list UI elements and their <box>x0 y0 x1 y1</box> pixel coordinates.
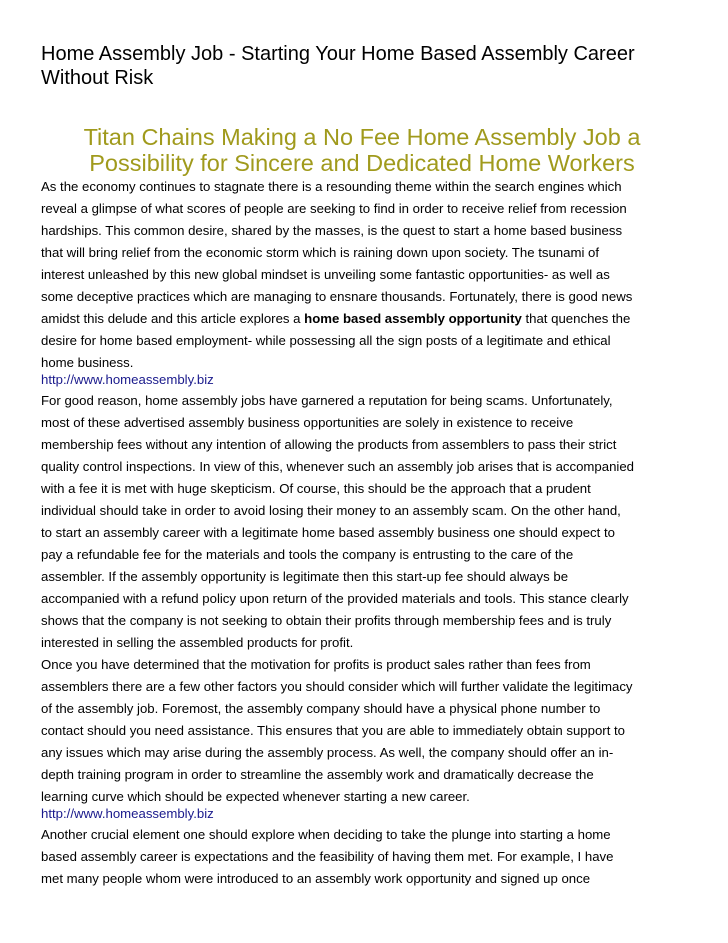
text-line: Once you have determined that the motivation for profits is product sales rather than fees from <box>41 657 591 672</box>
text-line: to start an assembly career with a legitimate home based assembly business one should expect to <box>41 525 615 540</box>
text-line: interest unleashed by this new global mindset is unveiling some fantastic opportunities- as well as <box>41 267 610 282</box>
text-line: For good reason, home assembly jobs have garnered a reputation for being scams. Unfortunately, <box>41 393 613 408</box>
website-link-2[interactable]: http://www.homeassembly.biz <box>41 806 214 821</box>
text-line: of the assembly job. Foremost, the assembly company should have a physical phone number to <box>41 701 601 716</box>
text-line: some deceptive practices which are managing to ensnare thousands. Fortunately, there is good news <box>41 289 633 304</box>
text-line-with-bold <box>41 308 691 330</box>
article-subtitle-line-1: Titan Chains Making a No Fee Home Assembly Job a <box>83 124 641 150</box>
document-title-line-1: Home Assembly Job - Starting Your Home Based Assembly Career <box>41 43 635 65</box>
bold-keyword: home based assembly opportunity <box>304 311 522 326</box>
text-line: Another crucial element one should explore when deciding to take the plunge into starting a home <box>41 827 611 842</box>
text-segment: amidst this delude and this article explores a <box>41 311 305 326</box>
paragraph-1 <box>41 176 691 374</box>
text-line: assembler. If the assembly opportunity is legitimate then this start-up fee should always be <box>41 569 569 584</box>
text-line: individual should take in order to avoid losing their money to an assembly scam. On the other hand, <box>41 503 621 518</box>
text-line: any issues which may arise during the assembly process. As well, the company should offer an in- <box>41 745 614 760</box>
article-subtitle-line-2: Possibility for Sincere and Dedicated Home Workers <box>89 150 635 176</box>
text-line: depth training program in order to streamline the assembly work and dramatically decrease the <box>41 767 594 782</box>
text-line: desire for home based employment- while possessing all the sign posts of a legitimate and ethical <box>41 333 611 348</box>
text-line: contact should you need assistance. This ensures that you are able to immediately obtain support to <box>41 723 626 738</box>
text-line: that will bring relief from the economic storm which is raining down upon society. The tsunami of <box>41 245 600 260</box>
text-line: learning curve which should be expected whenever starting a new career. <box>41 789 470 804</box>
text-line: with a fee it is met with huge skepticism. Of course, this should be the approach that a prudent <box>41 481 591 496</box>
text-line: hardships. This common desire, shared by the masses, is the quest to start a home based business <box>41 223 623 238</box>
article-body <box>41 176 691 890</box>
text-line: interested in selling the assembled products for profit. <box>41 635 354 650</box>
text-line: based assembly career is expectations and the feasibility of having them met. For example, I have <box>41 849 614 864</box>
text-line: pay a refundable fee for the materials and tools the company is entrusting to the care of the <box>41 547 574 562</box>
document-title-line-2: Without Risk <box>41 67 154 89</box>
text-line: met many people whom were introduced to an assembly work opportunity and signed up once <box>41 871 591 886</box>
text-line: shows that the company is not seeking to obtain their profits through membership fees and is truly <box>41 613 612 628</box>
text-line: membership fees without any intention of allowing the products from assemblers to pass their strict <box>41 437 617 452</box>
text-line: reveal a glimpse of what scores of people are seeking to find in order to receive relief from recession <box>41 201 627 216</box>
text-line: home business. <box>41 355 134 370</box>
text-line: As the economy continues to stagnate there is a resounding theme within the search engines which <box>41 179 622 194</box>
website-link-1[interactable]: http://www.homeassembly.biz <box>41 372 214 387</box>
text-line: quality control inspections. In view of this, whenever such an assembly job arises that is accompanied <box>41 459 635 474</box>
text-segment: that quenches the <box>521 311 631 326</box>
text-line: accompanied with a refund policy upon return of the provided materials and tools. This stance clearly <box>41 591 629 606</box>
paragraph-3 <box>41 824 691 890</box>
paragraph-2 <box>41 390 691 808</box>
text-line: most of these advertised assembly business opportunities are solely in existence to receive <box>41 415 574 430</box>
document-title <box>41 42 701 90</box>
text-line: assemblers there are a few other factors you should consider which will further validate the legitimacy <box>41 679 633 694</box>
article-subtitle <box>41 124 683 176</box>
